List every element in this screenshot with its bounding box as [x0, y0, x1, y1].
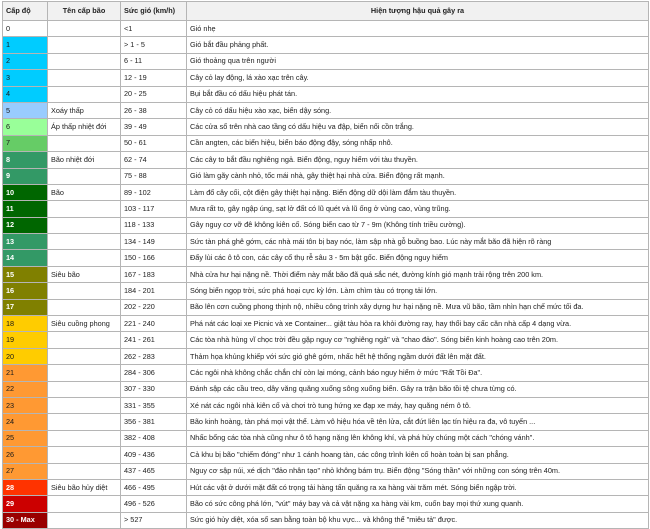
- storm-name-cell: Siêu bão hủy diệt: [48, 479, 121, 495]
- wind-speed-cell: 20 - 25: [121, 86, 187, 102]
- storm-name-cell: [48, 463, 121, 479]
- effect-cell: Cả khu bị bão "chiếm đóng" như 1 cánh hoang tàn, các công trình kiên cố hoàn toàn bị san phẳng.: [187, 447, 649, 463]
- wind-speed-cell: <1: [121, 21, 187, 37]
- table-row: [3, 430, 649, 446]
- wind-speed-cell: 262 - 283: [121, 348, 187, 364]
- storm-name-cell: Siêu bão: [48, 266, 121, 282]
- wind-speed-cell: 184 - 201: [121, 283, 187, 299]
- effect-cell: Các ngôi nhà không chắc chắn chỉ còn lại móng, cảnh báo nguy hiểm ở mức "Rất Tồi Đa".: [187, 365, 649, 381]
- storm-name-cell: [48, 37, 121, 53]
- table-row: [3, 283, 649, 299]
- wind-speed-cell: 12 - 19: [121, 70, 187, 86]
- level-cell: 24: [3, 414, 48, 430]
- table-row: [3, 21, 649, 37]
- effect-cell: Các tòa nhà hùng vĩ chọc trời đều gặp nguy cơ "nghiêng ngả" và "chao đảo". Sóng biển kinh hoàng cao trên 20m.: [187, 332, 649, 348]
- level-cell: 1: [3, 37, 48, 53]
- wind-speed-cell: 241 - 261: [121, 332, 187, 348]
- wind-speed-cell: 118 - 133: [121, 217, 187, 233]
- effect-cell: Cần angten, các biển hiệu, biển báo động đậy, sóng nhấp nhô.: [187, 135, 649, 151]
- effect-cell: Gây nguy cơ vỡ đê không kiên cố. Sóng biển cao từ 7 - 9m (Không tính triều cường).: [187, 217, 649, 233]
- level-cell: 25: [3, 430, 48, 446]
- header-speed: Sức gió (km/h): [121, 2, 187, 21]
- table-row: [3, 70, 649, 86]
- wind-speed-cell: 103 - 117: [121, 201, 187, 217]
- storm-name-cell: [48, 381, 121, 397]
- storm-name-cell: Xoáy thấp: [48, 102, 121, 118]
- storm-name-cell: [48, 168, 121, 184]
- wind-speed-cell: 39 - 49: [121, 119, 187, 135]
- level-cell: 5: [3, 102, 48, 118]
- effect-cell: Gió bắt đầu phảng phất.: [187, 37, 649, 53]
- effect-cell: Sức gió hủy diệt, xóa sổ san bằng toàn bộ khu vực... và không thể "miêu tả" được.: [187, 512, 649, 528]
- effect-cell: Bụi bắt đầu có dấu hiệu phát tán.: [187, 86, 649, 102]
- effect-cell: Mưa rất to, gây ngập úng, sạt lở đất có lũ quét và lũ ống ở vùng cao, vùng trũng.: [187, 201, 649, 217]
- level-cell: 28: [3, 479, 48, 495]
- wind-speed-cell: 167 - 183: [121, 266, 187, 282]
- wind-speed-cell: 466 - 495: [121, 479, 187, 495]
- wind-speed-cell: 356 - 381: [121, 414, 187, 430]
- header-name: Tên cấp bão: [48, 2, 121, 21]
- table-row: [3, 119, 649, 135]
- table-header-row: [3, 2, 649, 21]
- level-cell: 9: [3, 168, 48, 184]
- table-row: [3, 250, 649, 266]
- table-row: [3, 512, 649, 528]
- level-cell: 16: [3, 283, 48, 299]
- storm-name-cell: [48, 201, 121, 217]
- effect-cell: Xé nát các ngôi nhà kiên cố và chơi trò tung hứng xe đạp xe máy, hay quăng ném ô tô.: [187, 397, 649, 413]
- wind-speed-cell: > 527: [121, 512, 187, 528]
- table-row: [3, 152, 649, 168]
- storm-name-cell: [48, 217, 121, 233]
- storm-name-cell: [48, 283, 121, 299]
- effect-cell: Gió làm gãy cành nhỏ, tốc mái nhà, gây thiệt hại nhà cửa. Biển động rất mạnh.: [187, 168, 649, 184]
- table-row: [3, 201, 649, 217]
- table-row: [3, 496, 649, 512]
- effect-cell: Bão có sức công phá lớn, "vút" máy bay và cả vật nặng xa hàng vài km, cuốn bay mọi thứ xung quanh.: [187, 496, 649, 512]
- wind-speed-cell: 409 - 436: [121, 447, 187, 463]
- effect-cell: Làm đổ cây cối, cột điện gây thiệt hại nặng. Biển động dữ dội làm đắm tàu thuyền.: [187, 184, 649, 200]
- effect-cell: Sức tàn phá ghê gớm, các nhà mái tôn bị bay nóc, làm sập nhà gỗ buồng bao. Lúc này mắt bão đã hiện rõ ràng: [187, 234, 649, 250]
- storm-name-cell: Áp thấp nhiệt đới: [48, 119, 121, 135]
- wind-speed-cell: 134 - 149: [121, 234, 187, 250]
- table-row: [3, 184, 649, 200]
- effect-cell: Cây cỏ lay động, lá xào xạc trên cây.: [187, 70, 649, 86]
- effect-cell: Đánh sập các cầu treo, dây văng quăng xuống sông xuống biển. Gây ra trận bão tồi tệ chưa từng có.: [187, 381, 649, 397]
- wind-speed-cell: 307 - 330: [121, 381, 187, 397]
- wind-speed-cell: 496 - 526: [121, 496, 187, 512]
- level-cell: 4: [3, 86, 48, 102]
- effect-cell: Thảm họa khủng khiếp với sức gió ghê gớm, nhấc hết hệ thống ngầm dưới đất lên mặt đất.: [187, 348, 649, 364]
- storm-name-cell: [48, 512, 121, 528]
- table-row: [3, 168, 649, 184]
- table-body: [3, 21, 649, 529]
- table-row: [3, 316, 649, 332]
- table-row: [3, 102, 649, 118]
- table-row: [3, 381, 649, 397]
- storm-name-cell: [48, 299, 121, 315]
- level-cell: 20: [3, 348, 48, 364]
- effect-cell: Hút các vật ở dưới mặt đất có trọng tải hàng tấn quăng ra xa hàng vài trăm mét. Sóng biển ngập trời.: [187, 479, 649, 495]
- table-row: [3, 463, 649, 479]
- level-cell: 3: [3, 70, 48, 86]
- effect-cell: Bão lên cơn cuồng phong thịnh nộ, nhiều công trình xây dựng hư hại nặng nề. Mưa vũ bão, tầm nhìn hạn chế mức tối đa.: [187, 299, 649, 315]
- table-row: [3, 135, 649, 151]
- wind-speed-cell: 6 - 11: [121, 53, 187, 69]
- storm-name-cell: Siêu cuồng phong: [48, 316, 121, 332]
- effect-cell: Gió thoảng qua trên người: [187, 53, 649, 69]
- table-row: [3, 414, 649, 430]
- effect-cell: Phá nát các loại xe Picnic và xe Container... giật tàu hỏa ra khỏi đường ray, hay thổi bay cấc căn nhà cấp 4 dạng vừa.: [187, 316, 649, 332]
- wind-speed-cell: 150 - 166: [121, 250, 187, 266]
- storm-name-cell: [48, 53, 121, 69]
- table-row: [3, 479, 649, 495]
- wind-speed-cell: > 1 - 5: [121, 37, 187, 53]
- wind-speed-cell: 437 - 465: [121, 463, 187, 479]
- level-cell: 8: [3, 152, 48, 168]
- wind-speed-cell: 284 - 306: [121, 365, 187, 381]
- storm-name-cell: [48, 250, 121, 266]
- storm-name-cell: Bão nhiệt đới: [48, 152, 121, 168]
- level-cell: 6: [3, 119, 48, 135]
- effect-cell: Đẩy lùi các ô tô con, các cây cổ thụ rễ sâu 3 - 5m bật gốc. Biển động nguy hiểm: [187, 250, 649, 266]
- level-cell: 12: [3, 217, 48, 233]
- wind-speed-cell: 221 - 240: [121, 316, 187, 332]
- table-row: [3, 86, 649, 102]
- wind-speed-cell: 202 - 220: [121, 299, 187, 315]
- level-cell: 0: [3, 21, 48, 37]
- level-cell: 29: [3, 496, 48, 512]
- level-cell: 15: [3, 266, 48, 282]
- storm-name-cell: [48, 397, 121, 413]
- wind-speed-cell: 331 - 355: [121, 397, 187, 413]
- table-row: [3, 447, 649, 463]
- storm-name-cell: [48, 414, 121, 430]
- level-cell: 21: [3, 365, 48, 381]
- table-row: [3, 266, 649, 282]
- storm-name-cell: [48, 496, 121, 512]
- storm-name-cell: [48, 348, 121, 364]
- table-row: [3, 37, 649, 53]
- table-row: [3, 299, 649, 315]
- wind-speed-cell: 62 - 74: [121, 152, 187, 168]
- wind-speed-cell: 26 - 38: [121, 102, 187, 118]
- level-cell: 26: [3, 447, 48, 463]
- table-row: [3, 53, 649, 69]
- effect-cell: Sóng biển ngọp trời, sức phá hoại cực kỳ lớn. Làm chìm tàu có trọng tải lớn.: [187, 283, 649, 299]
- effect-cell: Các cửa sổ trên nhà cao tầng có dấu hiệu va đập, biển nổi cồn trắng.: [187, 119, 649, 135]
- level-cell: 23: [3, 397, 48, 413]
- level-cell: 27: [3, 463, 48, 479]
- level-cell: 7: [3, 135, 48, 151]
- storm-name-cell: [48, 234, 121, 250]
- effect-cell: Nhấc bổng các tòa nhà cũng như ô tô hạng nặng lên không khí, và phá hủy chúng một cách "chóng vánh".: [187, 430, 649, 446]
- table-row: [3, 332, 649, 348]
- table-row: [3, 397, 649, 413]
- storm-name-cell: [48, 332, 121, 348]
- level-cell: 19: [3, 332, 48, 348]
- level-cell: 18: [3, 316, 48, 332]
- table-row: [3, 365, 649, 381]
- level-cell: 2: [3, 53, 48, 69]
- wind-speed-cell: 75 - 88: [121, 168, 187, 184]
- storm-name-cell: [48, 365, 121, 381]
- wind-speed-cell: 89 - 102: [121, 184, 187, 200]
- level-cell: 14: [3, 250, 48, 266]
- effect-cell: Bão kinh hoàng, tàn phá mọi vật thể. Làm vô hiệu hóa về tên lửa, cắt đứt liên lạc tín hiệu ra đa, vô tuyến ...: [187, 414, 649, 430]
- storm-name-cell: [48, 447, 121, 463]
- storm-name-cell: [48, 430, 121, 446]
- level-cell: 22: [3, 381, 48, 397]
- storm-name-cell: Bão: [48, 184, 121, 200]
- table-row: [3, 234, 649, 250]
- effect-cell: Gió nhẹ: [187, 21, 649, 37]
- storm-name-cell: [48, 135, 121, 151]
- header-level: Cấp độ: [3, 2, 48, 21]
- storm-name-cell: [48, 70, 121, 86]
- wind-speed-cell: 382 - 408: [121, 430, 187, 446]
- level-cell: 17: [3, 299, 48, 315]
- level-cell: 13: [3, 234, 48, 250]
- effect-cell: Các cây to bắt đầu nghiêng ngả. Biển động, nguy hiểm với tàu thuyền.: [187, 152, 649, 168]
- storm-name-cell: [48, 21, 121, 37]
- wind-scale-table: [2, 1, 649, 529]
- table-row: [3, 348, 649, 364]
- level-cell: 30 - Max: [3, 512, 48, 528]
- wind-speed-cell: 50 - 61: [121, 135, 187, 151]
- effect-cell: Nhà cửa hư hại nặng nề. Thời điểm này mắt bão đã quá sắc nét, đường kính gió mạnh trải rộng trên 200 km.: [187, 266, 649, 282]
- effect-cell: Nguy cơ sập núi, xé dịch "đảo nhân tạo" nhỏ không bám trụ. Biển động "Sóng thần" với những con sóng trên 40m.: [187, 463, 649, 479]
- storm-name-cell: [48, 86, 121, 102]
- level-cell: 10: [3, 184, 48, 200]
- level-cell: 11: [3, 201, 48, 217]
- header-effect: Hiện tượng hậu quả gây ra: [187, 2, 649, 21]
- effect-cell: Cây cỏ có dấu hiệu xào xạc, biển dậy sóng.: [187, 102, 649, 118]
- table-row: [3, 217, 649, 233]
